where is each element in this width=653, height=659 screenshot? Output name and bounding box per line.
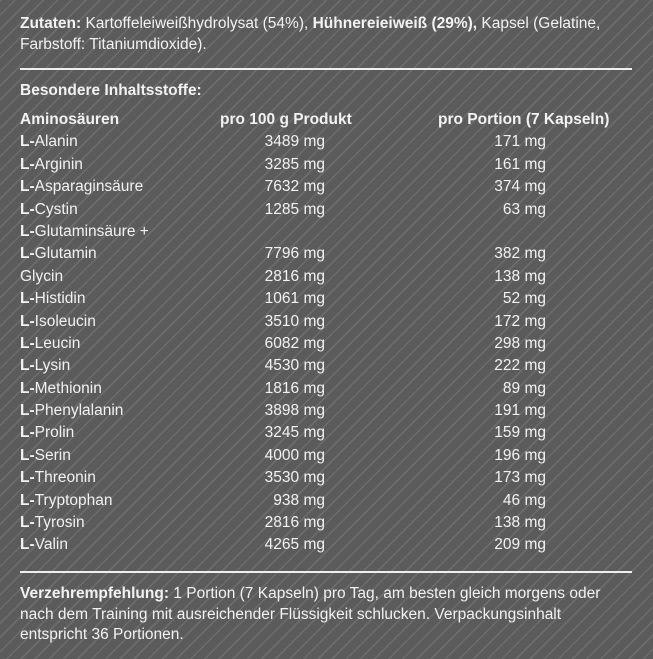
header-per-portion: pro Portion (7 Kapseln)	[438, 111, 610, 128]
value-per-100g: 938 mg	[273, 491, 325, 509]
amino-acid-prefix: L-	[20, 424, 35, 442]
value-per-portion: 382 mg	[494, 245, 546, 263]
amino-acid-label: Histidin	[34, 290, 86, 308]
value-per-100g: 3898 mg	[264, 402, 325, 420]
table-row	[20, 422, 632, 444]
amino-acid-label: Phenylalanin	[34, 402, 124, 420]
amino-acid-prefix: L-	[20, 155, 35, 173]
amino-acid-label: Serin	[34, 446, 71, 464]
amino-acid-prefix: L-	[20, 334, 35, 352]
value-per-100g: 1816 mg	[264, 379, 325, 397]
value-per-100g: 3245 mg	[264, 424, 325, 442]
amino-acid-label: Isoleucin	[34, 312, 96, 330]
value-per-100g: 2816 mg	[264, 267, 325, 285]
table-row	[20, 131, 632, 153]
amino-acid-label: Valin	[34, 536, 68, 554]
amino-acid-prefix: L-	[20, 133, 35, 151]
value-per-portion: 298 mg	[494, 334, 546, 352]
table-row	[20, 243, 632, 265]
table-row	[20, 176, 632, 198]
table-header	[20, 109, 632, 131]
ingredients-part-3: Kapsel (Gelatine, Farbstoff: Titaniumdioxide).	[20, 15, 601, 53]
header-amino-acids: Aminosäuren	[20, 111, 120, 128]
amino-acid-prefix: L-	[20, 379, 35, 397]
table-row	[20, 378, 632, 400]
amino-acid-label: Methionin	[34, 379, 102, 397]
value-per-100g: 4000 mg	[264, 446, 325, 464]
amino-acid-prefix: L-	[20, 491, 35, 509]
value-per-portion: 161 mg	[494, 155, 546, 173]
amino-acid-prefix: L-	[20, 514, 35, 532]
amino-acid-label: Glutamin	[34, 245, 97, 263]
value-per-100g: 3489 mg	[264, 133, 325, 151]
value-per-portion: 173 mg	[494, 469, 546, 487]
ingredients-part-1: Kartoffeleiweißhydrolysat (54%),	[81, 15, 313, 32]
amino-acid-label: Cystin	[34, 200, 78, 218]
value-per-100g: 6082 mg	[264, 334, 325, 352]
amino-acid-label: Lysin	[34, 357, 71, 375]
value-per-100g: 7632 mg	[264, 178, 325, 196]
amino-acid-prefix: L-	[20, 312, 35, 330]
value-per-100g: 2816 mg	[264, 514, 325, 532]
table-row	[20, 288, 632, 310]
amino-acid-prefix: L-	[20, 357, 35, 375]
amino-acid-prefix: L-	[20, 222, 35, 240]
value-per-100g: 3285 mg	[264, 155, 325, 173]
recommendation-label: Verzehrempfehlung:	[20, 585, 169, 602]
value-per-portion: 222 mg	[494, 357, 546, 375]
amino-acid-label: Leucin	[34, 334, 81, 352]
amino-acid-label: Asparaginsäure	[34, 178, 144, 196]
value-per-portion: 89 mg	[502, 379, 546, 397]
amino-acid-label: Arginin	[34, 155, 83, 173]
amino-acid-label: Threonin	[34, 469, 96, 487]
divider-bottom	[20, 571, 632, 573]
value-per-portion: 138 mg	[494, 514, 546, 532]
amino-acid-label: Glycin	[20, 267, 64, 285]
value-per-100g: 3530 mg	[264, 469, 325, 487]
amino-acid-prefix: L-	[20, 290, 35, 308]
value-per-portion: 374 mg	[494, 178, 546, 196]
amino-acid-label: Glutaminsäure +	[34, 222, 149, 240]
amino-acid-prefix: L-	[20, 469, 35, 487]
value-per-portion: 138 mg	[494, 267, 546, 285]
divider-top	[20, 68, 632, 70]
value-per-portion: 171 mg	[494, 133, 546, 151]
table-row	[20, 221, 632, 243]
amino-acid-label: Tyrosin	[34, 514, 85, 532]
value-per-portion: 172 mg	[494, 312, 546, 330]
amino-acid-name	[20, 221, 149, 243]
table-row	[20, 333, 632, 355]
ingredients-text	[20, 13, 630, 55]
ingredients-label: Zutaten:	[20, 15, 82, 32]
table-row	[20, 400, 632, 422]
amino-acid-table	[20, 109, 632, 557]
table-row	[20, 534, 632, 556]
table-row	[20, 154, 632, 176]
value-per-portion: 196 mg	[494, 446, 546, 464]
table-body	[20, 131, 632, 556]
table-row	[20, 467, 632, 489]
value-per-100g: 1285 mg	[264, 200, 325, 218]
value-per-portion: 209 mg	[494, 536, 546, 554]
amino-acid-label: Prolin	[34, 424, 75, 442]
value-per-portion: 52 mg	[502, 290, 546, 308]
amino-acid-prefix: L-	[20, 178, 35, 196]
table-row	[20, 266, 632, 288]
amino-acid-prefix: L-	[20, 446, 35, 464]
value-per-100g: 1061 mg	[264, 290, 325, 308]
ingredients-part-2: Hühnereieiweiß (29%),	[312, 15, 478, 32]
table-row	[20, 490, 632, 512]
value-per-100g: 4265 mg	[264, 536, 325, 554]
recommendation-body: 1 Portion (7 Kapseln) pro Tag, am besten gleich morgens oder nach dem Training mit ausreichender Flüssigkeit schlucken. Verpackungsinhalt entspricht 36 Portionen.	[20, 585, 601, 643]
recommendation-text	[20, 584, 632, 646]
amino-acid-prefix: L-	[20, 245, 35, 263]
amino-acid-label: Tryptophan	[34, 491, 113, 509]
amino-acid-label: Alanin	[34, 133, 78, 151]
table-row	[20, 311, 632, 333]
table-row	[20, 445, 632, 467]
table-row	[20, 355, 632, 377]
table-row	[20, 512, 632, 534]
value-per-portion: 191 mg	[494, 402, 546, 420]
value-per-portion: 63 mg	[502, 200, 546, 218]
table-row	[20, 199, 632, 221]
amino-acid-prefix: L-	[20, 402, 35, 420]
value-per-100g: 7796 mg	[264, 245, 325, 263]
header-per-100g: pro 100 g Produkt	[220, 111, 352, 128]
amino-acid-prefix: L-	[20, 536, 35, 554]
value-per-100g: 3510 mg	[264, 312, 325, 330]
section-title: Besondere Inhaltsstoffe:	[20, 82, 202, 99]
value-per-portion: 46 mg	[502, 491, 546, 509]
amino-acid-prefix: L-	[20, 200, 35, 218]
value-per-portion: 159 mg	[494, 424, 546, 442]
value-per-100g: 4530 mg	[264, 357, 325, 375]
